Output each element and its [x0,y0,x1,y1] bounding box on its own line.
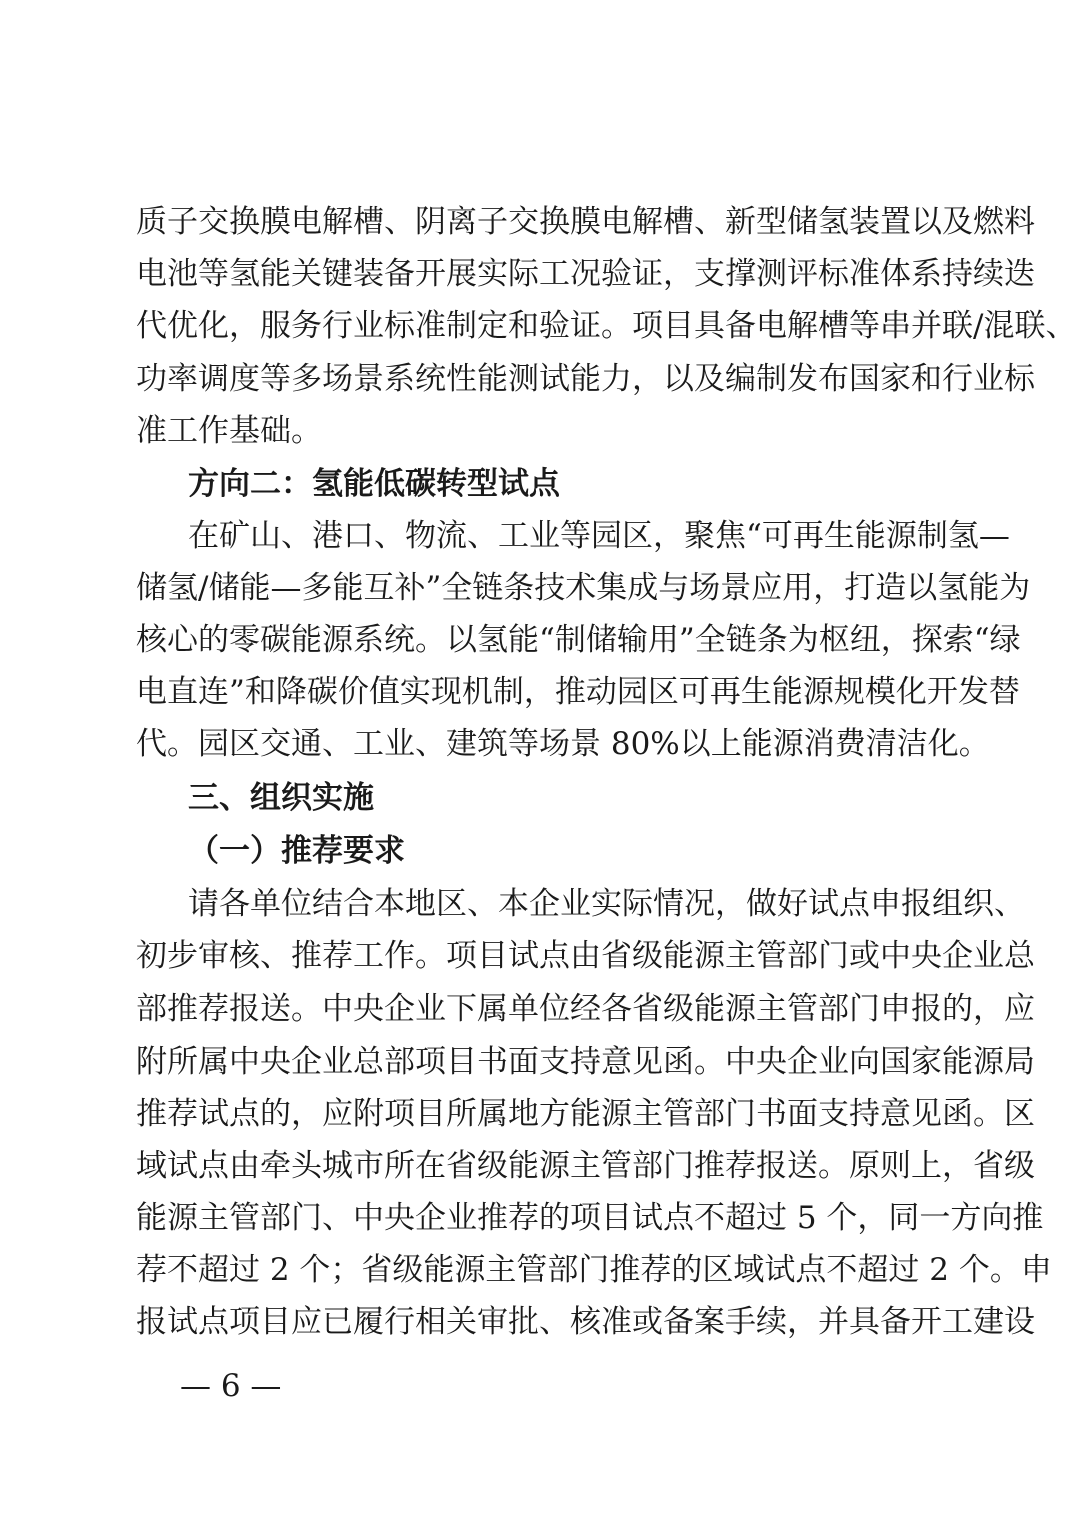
paragraph-1-line-3: 代优化，服务行业标准制定和验证。项目具备电解槽等串并联/混联、 [136,308,1077,344]
paragraph-3-line-6: 域试点由牵头城市所在省级能源主管部门推荐报送。原则上，省级 [136,1148,1035,1184]
heading-subsection-1: （一）推荐要求 [188,833,405,869]
paragraph-1-line-4: 功率调度等多场景系统性能测试能力，以及编制发布国家和行业标 [136,361,1035,397]
paragraph-3-line-8: 荐不超过 2 个；省级能源主管部门推荐的区域试点不超过 2 个。申 [136,1252,1052,1288]
paragraph-3-line-9: 报试点项目应已履行相关审批、核准或备案手续，并具备开工建设 [136,1304,1035,1340]
paragraph-2-line-5: 代。园区交通、工业、建筑等场景 80%以上能源消费清洁化。 [136,726,990,762]
paragraph-3-line-5: 推荐试点的，应附项目所属地方能源主管部门书面支持意见函。区 [136,1096,1035,1132]
heading-section-3: 三、组织实施 [188,780,374,816]
paragraph-1-line-5: 准工作基础。 [136,413,322,449]
heading-direction-2: 方向二：氢能低碳转型试点 [188,466,560,502]
paragraph-1-line-2: 电池等氢能关键装备开展实际工况验证，支撑测评标准体系持续迭 [136,256,1035,292]
paragraph-1-line-1: 质子交换膜电解槽、阴离子交换膜电解槽、新型储氢装置以及燃料 [136,204,1035,240]
paragraph-3-line-2: 初步审核、推荐工作。项目试点由省级能源主管部门或中央企业总 [136,938,1035,974]
page-number: — 6 — [180,1368,282,1404]
paragraph-2-line-3: 核心的零碳能源系统。以氢能“制储输用”全链条为枢纽，探索“绿 [136,622,1021,658]
paragraph-3-line-4: 附所属中央企业总部项目书面支持意见函。中央企业向国家能源局 [136,1044,1035,1080]
paragraph-3-line-7: 能源主管部门、中央企业推荐的项目试点不超过 5 个，同一方向推 [136,1200,1044,1236]
paragraph-2-line-4: 电直连”和降碳价值实现机制，推动园区可再生能源规模化开发替 [136,674,1020,710]
paragraph-2-line-1: 在矿山、港口、物流、工业等园区，聚焦“可再生能源制氢— [188,518,1010,554]
paragraph-3-line-3: 部推荐报送。中央企业下属单位经各省级能源主管部门申报的，应 [136,991,1035,1027]
paragraph-3-line-1: 请各单位结合本地区、本企业实际情况，做好试点申报组织、 [188,886,1025,922]
paragraph-2-line-2: 储氢/储能—多能互补”全链条技术集成与场景应用，打造以氢能为 [136,570,1031,606]
